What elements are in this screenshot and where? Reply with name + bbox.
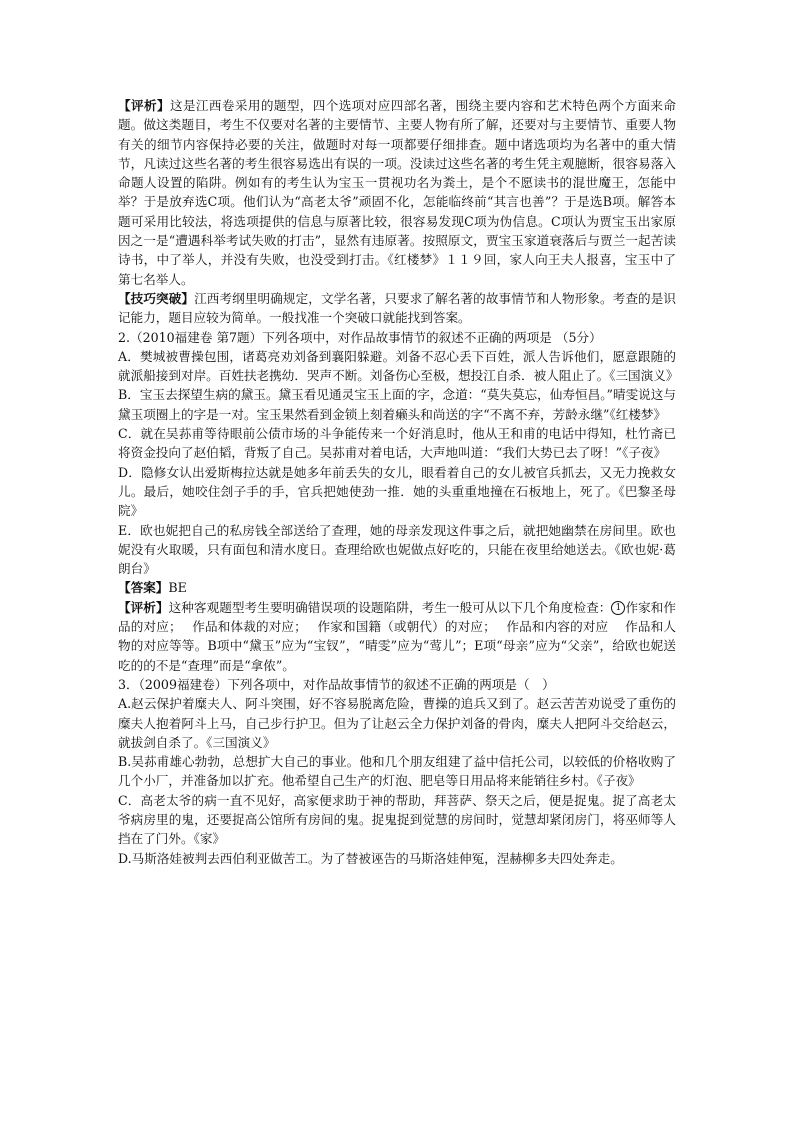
question-3-option-c: C．高老太爷的病一直不见好，高家便求助于神的帮助，拜菩萨、祭天之后，便是捉鬼。捉了高老太爷病房里的鬼，还要捉高公馆所有房间的鬼。捉鬼捉到觉慧的房间时，觉慧却紧闭房门，将巫师等人挡在了门外。《家》 <box>118 792 676 847</box>
tip-tag: 【技巧突破】 <box>118 290 195 306</box>
analysis-text: 这是江西卷采用的题型，四个选项对应四部名著，围绕主要内容和艺术特色两个方面来命题。做这类题目，考生不仅要对名著的主要情节、主要人物有所了解，还要对与主要情节、重要人物有关的细节内容保持必要的关注，做题时对每一项都要仔细排查。题中诸选项均为名著中的重大情节，凡读过这些名著的考生很容易选出有误的一项。没读过这些名著的考生凭主观臆断，很容易落入命题人设置的陷阱。例如有的考生认为宝玉一贯视功名为粪土，是个不愿读书的混世魔王，怎能中举？于是放弃选C项。他们认为“高老太爷”顽固不化，怎能临终前“其言也善”？于是选B项。解答本题可采用比较法，将选项提供的信息与原著比较，很容易发现C项为伪信息。C项认为贾宝玉出家原因之一是“遭遇科举考试失败的打击”，显然有违原著。按照原文，贾宝玉家道衰落后与贾兰一起苦读诗书，中了举人，并没有失败，也没受到打击。《红楼梦》１１９回，家人向王夫人报喜，宝玉中了第七名举人。 <box>118 98 677 287</box>
question-2-option-e: E．欧也妮把自己的私房钱全部送给了查理，她的母亲发现这件事之后，就把她幽禁在房间里。欧也妮没有火取暖，只有面包和清水度日。查理给欧也妮做点好吃的，只能在夜里给她送去。《欧也妮·葛朗台》 <box>118 522 676 577</box>
analysis-2-text: 作家和作品的对应； 作品和体裁的对应； 作家和国籍（或朝代）的对应； 作品和内容的对应 作品和人物的对应等等。B项中“黛玉”应为“宝钗”，“晴雯”应为“莺儿”；E项“母亲”应为“父亲”，给欧也妮送吃的的不是“查理”而是“拿侬”。 <box>118 599 677 673</box>
question-3-option-b: B.吴荪甫雄心勃勃，总想扩大自己的事业。他和几个朋友组建了益中信托公司，以较低的价格收购了几个小厂，并准备加以扩充。他希望自己生产的灯泡、肥皂等日用品将来能销往乡村。《子夜》 <box>118 754 676 789</box>
analysis-paragraph <box>118 96 676 289</box>
question-2-stem: 2.（2010福建卷 第7题）下列各项中，对作品故事情节的叙述不正确的两项是 （5分） <box>118 329 602 345</box>
question-3-option-a: A.赵云保护着糜夫人、阿斗突围，好不容易脱离危险，曹操的追兵又到了。赵云苦苦劝说受了重伤的糜夫人抱着阿斗上马，自己步行护卫。但为了让赵云全力保护刘备的骨肉，糜夫人把阿斗交给赵云，就拔剑自杀了。《三国演义》 <box>118 696 676 750</box>
document-page <box>118 96 679 868</box>
analysis-2-paragraph <box>118 598 676 675</box>
answer-value: BE <box>168 580 187 596</box>
analysis-tag: 【评析】 <box>118 98 170 113</box>
circled-number-1: 1 <box>611 601 625 615</box>
question-2-option-a: A．樊城被曹操包围，诸葛亮劝刘备到襄阳躲避。刘备不忍心丢下百姓，派人告诉他们，愿意跟随的就派船接到对岸。百姓扶老携幼．哭声不断。刘备伤心至极，想投江自杀．被人阻止了。《三国演义》 <box>118 348 679 384</box>
question-3-option-d: D.马斯洛娃被判去西伯利亚做苦工。为了替被诬告的马斯洛娃伸冤，涅赫柳多夫四处奔走。 <box>118 850 623 866</box>
question-2-option-d: D．隐修女认出爱斯梅拉达就是她多年前丢失的女儿，眼看着自己的女儿被官兵抓去，又无力挽救女儿。最后，她咬住刽子手的手，官兵把她使劲一推．她的头重重地撞在石板地上，死了。《巴黎圣母院》 <box>118 464 676 519</box>
analysis-2-tag: 【评析】 <box>118 599 169 615</box>
answer-tag: 【答案】 <box>118 580 169 596</box>
question-2-option-c: C．就在吴荪甫等待眼前公债市场的斗争能传来一个好消息时，他从王和甫的电话中得知，杜竹斋已将资金投向了赵伯韬，背叛了自己。吴荪甫对着电话，大声地叫道：“我们大势已去了呀！”《子夜》 <box>118 426 676 461</box>
tip-paragraph <box>118 289 676 328</box>
question-3-stem: 3．（2009福建卷）下列各项中，对作品故事情节的叙述不正确的两项是（ ） <box>118 676 555 692</box>
answer-line <box>118 578 676 597</box>
tip-text: 江西考纲里明确规定，文学名著，只要求了解名著的故事情节和人物形象。考查的是识记能力，题目应较为简单。一般找准一个突破口就能找到答案。 <box>118 290 677 326</box>
analysis-2-lead: 这种客观题型考生要明确错误项的设题陷阱，考生一般可从以下几个角度检查： <box>168 599 612 615</box>
question-2-option-b: B．宝玉去探望生病的黛玉。黛玉看见通灵宝玉上面的字，念道：“莫失莫忘，仙寿恒昌。”晴雯说这与黛玉项圈上的字是一对。宝玉果然看到金锁上刻着癞头和尚送的字“不离不弃，芳龄永继”《红楼梦》 <box>118 387 676 422</box>
